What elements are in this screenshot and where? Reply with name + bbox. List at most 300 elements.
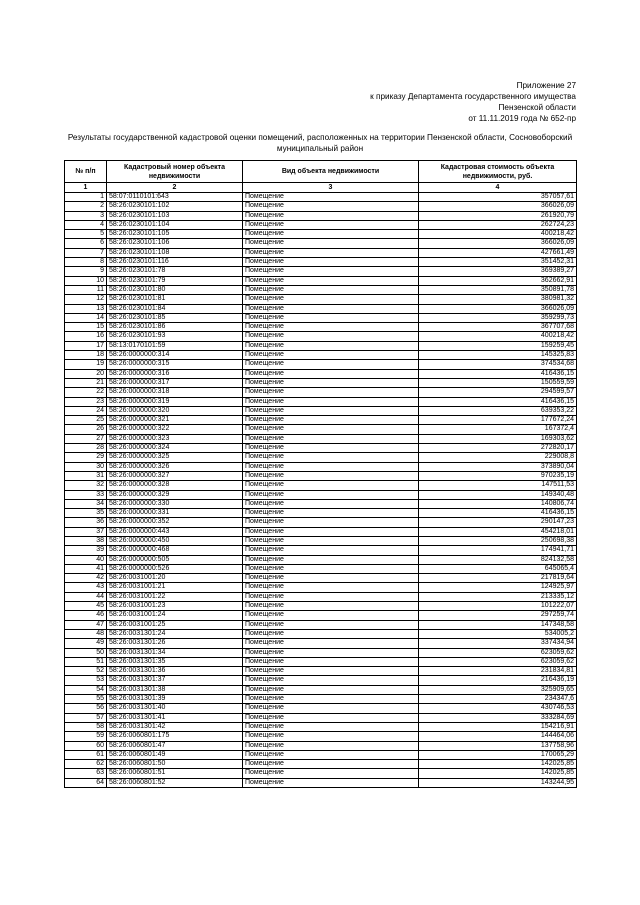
row-index: 23 (65, 397, 107, 406)
object-type: Помещение (243, 211, 419, 220)
row-index: 41 (65, 564, 107, 573)
cadastral-number: 58:26:0000000:327 (107, 471, 243, 480)
row-index: 10 (65, 276, 107, 285)
cadastral-number: 58:26:0031301:40 (107, 704, 243, 713)
cadastral-value: 217819,64 (419, 574, 577, 583)
cadastral-value: 213335,12 (419, 592, 577, 601)
cadastral-number: 58:26:0230101:79 (107, 276, 243, 285)
object-type: Помещение (243, 425, 419, 434)
cadastral-number: 58:26:0000000:315 (107, 360, 243, 369)
table-row (65, 425, 577, 434)
object-type: Помещение (243, 546, 419, 555)
row-index: 58 (65, 722, 107, 731)
header-index: № п/п (65, 161, 107, 183)
cadastral-value: 174941,71 (419, 546, 577, 555)
row-index: 57 (65, 713, 107, 722)
table-row (65, 351, 577, 360)
cadastral-number: 58:26:0031001:25 (107, 620, 243, 629)
row-index: 46 (65, 611, 107, 620)
row-index: 31 (65, 471, 107, 480)
cadastral-number: 58:26:0000000:505 (107, 555, 243, 564)
table-row (65, 704, 577, 713)
cadastral-number: 58:26:0060801:47 (107, 741, 243, 750)
appendix-header (370, 80, 576, 124)
row-index: 38 (65, 536, 107, 545)
cadastral-number: 58:26:0060801:52 (107, 778, 243, 787)
cadastral-value: 137758,96 (419, 741, 577, 750)
object-type: Помещение (243, 239, 419, 248)
table-row (65, 406, 577, 415)
row-index: 59 (65, 732, 107, 741)
cadastral-value: 169303,62 (419, 434, 577, 443)
cadastral-value: 639353,22 (419, 406, 577, 415)
table-row (65, 444, 577, 453)
cadastral-value: 400218,42 (419, 230, 577, 239)
table-row (65, 769, 577, 778)
table-row (65, 341, 577, 350)
row-index: 3 (65, 211, 107, 220)
object-type: Помещение (243, 267, 419, 276)
object-type: Помещение (243, 713, 419, 722)
cadastral-value: 333284,69 (419, 713, 577, 722)
table-row (65, 518, 577, 527)
table-row (65, 462, 577, 471)
object-type: Помещение (243, 304, 419, 313)
cadastral-value: 337434,94 (419, 639, 577, 648)
cadastral-value: 142025,85 (419, 760, 577, 769)
object-type: Помещение (243, 499, 419, 508)
row-index: 18 (65, 351, 107, 360)
row-index: 49 (65, 639, 107, 648)
row-index: 27 (65, 434, 107, 443)
cadastral-number: 58:26:0000000:443 (107, 527, 243, 536)
cadastral-value: 430746,53 (419, 704, 577, 713)
cadastral-value: 416436,15 (419, 509, 577, 518)
cadastral-number: 58:26:0230101:108 (107, 248, 243, 257)
table-row (65, 332, 577, 341)
object-type: Помещение (243, 602, 419, 611)
cadastral-value: 216436,19 (419, 676, 577, 685)
cadastral-value: 234347,6 (419, 695, 577, 704)
object-type: Помещение (243, 248, 419, 257)
cadastral-number: 58:26:0000000:319 (107, 397, 243, 406)
table-row (65, 434, 577, 443)
cadastral-value: 142025,85 (419, 769, 577, 778)
object-type: Помещение (243, 704, 419, 713)
table-row (65, 313, 577, 322)
table-row (65, 220, 577, 229)
cadastral-value: 325909,65 (419, 685, 577, 694)
cadastral-value: 167372,4 (419, 425, 577, 434)
cadastral-value: 101222,07 (419, 602, 577, 611)
valuation-table (64, 160, 577, 788)
row-index: 45 (65, 602, 107, 611)
table-row (65, 657, 577, 666)
object-type: Помещение (243, 323, 419, 332)
row-index: 8 (65, 258, 107, 267)
cadastral-number: 58:26:0000000:329 (107, 490, 243, 499)
cadastral-number: 58:26:0000000:314 (107, 351, 243, 360)
object-type: Помещение (243, 378, 419, 387)
table-row (65, 202, 577, 211)
cadastral-value: 369389,27 (419, 267, 577, 276)
cadastral-number: 58:26:0000000:321 (107, 416, 243, 425)
document-title (64, 133, 576, 154)
object-type: Помещение (243, 555, 419, 564)
row-index: 29 (65, 453, 107, 462)
object-type: Помещение (243, 351, 419, 360)
object-type: Помещение (243, 583, 419, 592)
table-row (65, 527, 577, 536)
object-type: Помещение (243, 629, 419, 638)
table-row (65, 397, 577, 406)
table-row (65, 611, 577, 620)
cadastral-number: 58:26:0031301:38 (107, 685, 243, 694)
row-index: 52 (65, 667, 107, 676)
object-type: Помещение (243, 341, 419, 350)
column-number: 3 (243, 183, 419, 193)
row-index: 43 (65, 583, 107, 592)
cadastral-number: 58:26:0031001:20 (107, 574, 243, 583)
cadastral-value: 143244,95 (419, 778, 577, 787)
cadastral-value: 124925,97 (419, 583, 577, 592)
cadastral-number: 58:26:0230101:102 (107, 202, 243, 211)
row-index: 44 (65, 592, 107, 601)
row-index: 36 (65, 518, 107, 527)
object-type: Помещение (243, 685, 419, 694)
cadastral-number: 58:07:0110101:643 (107, 193, 243, 202)
cadastral-value: 261920,79 (419, 211, 577, 220)
cadastral-number: 58:26:0230101:78 (107, 267, 243, 276)
table-row (65, 360, 577, 369)
cadastral-number: 58:26:0031301:41 (107, 713, 243, 722)
table-row (65, 295, 577, 304)
table-row (65, 193, 577, 202)
cadastral-number: 58:26:0000000:468 (107, 546, 243, 555)
object-type: Помещение (243, 453, 419, 462)
object-type: Помещение (243, 564, 419, 573)
cadastral-value: 159259,45 (419, 341, 577, 350)
object-type: Помещение (243, 732, 419, 741)
object-type: Помещение (243, 295, 419, 304)
cadastral-number: 58:26:0000000:323 (107, 434, 243, 443)
column-number: 4 (419, 183, 577, 193)
row-index: 64 (65, 778, 107, 787)
cadastral-number: 58:26:0000000:328 (107, 481, 243, 490)
cadastral-number: 58:26:0031301:37 (107, 676, 243, 685)
column-number: 2 (107, 183, 243, 193)
object-type: Помещение (243, 397, 419, 406)
object-type: Помещение (243, 360, 419, 369)
row-index: 48 (65, 629, 107, 638)
row-index: 32 (65, 481, 107, 490)
table-row (65, 750, 577, 759)
object-type: Помещение (243, 434, 419, 443)
cadastral-number: 58:26:0031301:42 (107, 722, 243, 731)
header-object-type: Вид объекта недвижимости (243, 161, 419, 183)
cadastral-value: 623059,62 (419, 657, 577, 666)
table-row (65, 760, 577, 769)
object-type: Помещение (243, 471, 419, 480)
row-index: 7 (65, 248, 107, 257)
table-row (65, 555, 577, 564)
cadastral-number: 58:26:0000000:324 (107, 444, 243, 453)
row-index: 34 (65, 499, 107, 508)
row-index: 14 (65, 313, 107, 322)
object-type: Помещение (243, 193, 419, 202)
cadastral-value: 366026,09 (419, 304, 577, 313)
cadastral-number: 58:26:0031301:34 (107, 648, 243, 657)
title-line-2: муниципальный район (276, 143, 364, 153)
row-index: 37 (65, 527, 107, 536)
object-type: Помещение (243, 285, 419, 294)
object-type: Помещение (243, 648, 419, 657)
row-index: 50 (65, 648, 107, 657)
cadastral-number: 58:26:0000000:318 (107, 388, 243, 397)
cadastral-number: 58:26:0230101:116 (107, 258, 243, 267)
cadastral-value: 454218,01 (419, 527, 577, 536)
row-index: 55 (65, 695, 107, 704)
row-index: 9 (65, 267, 107, 276)
cadastral-number: 58:26:0000000:526 (107, 564, 243, 573)
cadastral-value: 262724,23 (419, 220, 577, 229)
cadastral-number: 58:26:0230101:104 (107, 220, 243, 229)
row-index: 2 (65, 202, 107, 211)
row-index: 56 (65, 704, 107, 713)
cadastral-value: 645065,4 (419, 564, 577, 573)
header-cadastral-number: Кадастровый номер объекта недвижимости (107, 161, 243, 183)
row-index: 62 (65, 760, 107, 769)
column-number: 1 (65, 183, 107, 193)
cadastral-number: 58:26:0230101:80 (107, 285, 243, 294)
row-index: 6 (65, 239, 107, 248)
row-index: 25 (65, 416, 107, 425)
table-row (65, 499, 577, 508)
cadastral-value: 140806,74 (419, 499, 577, 508)
cadastral-value: 144464,06 (419, 732, 577, 741)
cadastral-value: 145325,83 (419, 351, 577, 360)
cadastral-number: 58:26:0031001:21 (107, 583, 243, 592)
cadastral-value: 147348,58 (419, 620, 577, 629)
object-type: Помещение (243, 444, 419, 453)
object-type: Помещение (243, 778, 419, 787)
row-index: 35 (65, 509, 107, 518)
table-row (65, 741, 577, 750)
row-index: 39 (65, 546, 107, 555)
cadastral-number: 58:26:0230101:85 (107, 313, 243, 322)
appendix-line: Приложение 27 (516, 81, 576, 90)
cadastral-value: 290147,23 (419, 518, 577, 527)
cadastral-value: 367707,68 (419, 323, 577, 332)
cadastral-number: 58:26:0000000:352 (107, 518, 243, 527)
row-index: 61 (65, 750, 107, 759)
table-row (65, 713, 577, 722)
table-row (65, 592, 577, 601)
row-index: 51 (65, 657, 107, 666)
cadastral-value: 154216,91 (419, 722, 577, 731)
object-type: Помещение (243, 230, 419, 239)
cadastral-value: 824132,58 (419, 555, 577, 564)
row-index: 30 (65, 462, 107, 471)
table-header-row (65, 161, 577, 183)
cadastral-value: 357057,61 (419, 193, 577, 202)
cadastral-number: 58:26:0060801:175 (107, 732, 243, 741)
table-row (65, 276, 577, 285)
cadastral-number: 58:26:0031301:24 (107, 629, 243, 638)
appendix-line: к приказу Департамента государственного имущества (370, 92, 576, 101)
row-index: 5 (65, 230, 107, 239)
table-row (65, 509, 577, 518)
table-row (65, 676, 577, 685)
object-type: Помещение (243, 509, 419, 518)
cadastral-number: 58:26:0060801:49 (107, 750, 243, 759)
cadastral-value: 374534,68 (419, 360, 577, 369)
cadastral-number: 58:26:0031001:24 (107, 611, 243, 620)
row-index: 17 (65, 341, 107, 350)
object-type: Помещение (243, 490, 419, 499)
cadastral-value: 623059,62 (419, 648, 577, 657)
header-cadastral-value: Кадастровая стоимость объекта недвижимости, руб. (419, 161, 577, 183)
table-row (65, 778, 577, 787)
object-type: Помещение (243, 676, 419, 685)
table-row (65, 258, 577, 267)
cadastral-value: 170065,29 (419, 750, 577, 759)
cadastral-value: 229008,8 (419, 453, 577, 462)
cadastral-value: 297259,74 (419, 611, 577, 620)
cadastral-value: 359299,73 (419, 313, 577, 322)
row-index: 26 (65, 425, 107, 434)
table-row (65, 267, 577, 276)
table-row (65, 239, 577, 248)
cadastral-value: 351452,31 (419, 258, 577, 267)
object-type: Помещение (243, 388, 419, 397)
object-type: Помещение (243, 258, 419, 267)
cadastral-value: 366026,09 (419, 202, 577, 211)
cadastral-value: 416436,15 (419, 369, 577, 378)
table-row (65, 639, 577, 648)
table-row (65, 667, 577, 676)
object-type: Помещение (243, 276, 419, 285)
object-type: Помещение (243, 462, 419, 471)
cadastral-number: 58:26:0000000:322 (107, 425, 243, 434)
table-row (65, 583, 577, 592)
row-index: 28 (65, 444, 107, 453)
table-column-number-row (65, 183, 577, 193)
object-type: Помещение (243, 657, 419, 666)
cadastral-value: 150559,59 (419, 378, 577, 387)
row-index: 15 (65, 323, 107, 332)
cadastral-value: 400218,42 (419, 332, 577, 341)
cadastral-number: 58:26:0031301:36 (107, 667, 243, 676)
cadastral-value: 294599,57 (419, 388, 577, 397)
table-row (65, 248, 577, 257)
object-type: Помещение (243, 769, 419, 778)
table-row (65, 620, 577, 629)
cadastral-number: 58:26:0230101:86 (107, 323, 243, 332)
table-row (65, 722, 577, 731)
object-type: Помещение (243, 518, 419, 527)
cadastral-number: 58:26:0000000:450 (107, 536, 243, 545)
cadastral-number: 58:26:0060801:51 (107, 769, 243, 778)
row-index: 16 (65, 332, 107, 341)
cadastral-value: 366026,09 (419, 239, 577, 248)
table-row (65, 453, 577, 462)
cadastral-number: 58:26:0000000:330 (107, 499, 243, 508)
cadastral-number: 58:26:0000000:320 (107, 406, 243, 415)
table-row (65, 230, 577, 239)
cadastral-value: 231834,81 (419, 667, 577, 676)
cadastral-number: 58:26:0230101:103 (107, 211, 243, 220)
cadastral-number: 58:26:0230101:93 (107, 332, 243, 341)
table-row (65, 648, 577, 657)
row-index: 54 (65, 685, 107, 694)
cadastral-number: 58:13:0170101:59 (107, 341, 243, 350)
cadastral-value: 350891,78 (419, 285, 577, 294)
table-row (65, 304, 577, 313)
table-row (65, 471, 577, 480)
object-type: Помещение (243, 574, 419, 583)
cadastral-number: 58:26:0000000:326 (107, 462, 243, 471)
table-row (65, 546, 577, 555)
object-type: Помещение (243, 592, 419, 601)
row-index: 60 (65, 741, 107, 750)
cadastral-value: 416436,15 (419, 397, 577, 406)
cadastral-value: 149340,48 (419, 490, 577, 499)
object-type: Помещение (243, 202, 419, 211)
object-type: Помещение (243, 750, 419, 759)
row-index: 12 (65, 295, 107, 304)
cadastral-number: 58:26:0031001:22 (107, 592, 243, 601)
table-row (65, 574, 577, 583)
row-index: 47 (65, 620, 107, 629)
table-row (65, 685, 577, 694)
object-type: Помещение (243, 639, 419, 648)
table-row (65, 732, 577, 741)
cadastral-number: 58:26:0031301:26 (107, 639, 243, 648)
cadastral-number: 58:26:0000000:317 (107, 378, 243, 387)
object-type: Помещение (243, 332, 419, 341)
row-index: 1 (65, 193, 107, 202)
cadastral-number: 58:26:0000000:316 (107, 369, 243, 378)
object-type: Помещение (243, 416, 419, 425)
cadastral-number: 58:26:0000000:331 (107, 509, 243, 518)
table-row (65, 369, 577, 378)
object-type: Помещение (243, 313, 419, 322)
object-type: Помещение (243, 741, 419, 750)
table-row (65, 481, 577, 490)
row-index: 53 (65, 676, 107, 685)
cadastral-value: 427661,49 (419, 248, 577, 257)
table-row (65, 629, 577, 638)
object-type: Помещение (243, 536, 419, 545)
object-type: Помещение (243, 481, 419, 490)
table-row (65, 323, 577, 332)
row-index: 33 (65, 490, 107, 499)
cadastral-number: 58:26:0000000:325 (107, 453, 243, 462)
table-row (65, 211, 577, 220)
cadastral-number: 58:26:0230101:106 (107, 239, 243, 248)
row-index: 19 (65, 360, 107, 369)
table-row (65, 416, 577, 425)
row-index: 4 (65, 220, 107, 229)
cadastral-number: 58:26:0060801:50 (107, 760, 243, 769)
cadastral-value: 272820,17 (419, 444, 577, 453)
table-row (65, 285, 577, 294)
row-index: 11 (65, 285, 107, 294)
cadastral-number: 58:26:0230101:84 (107, 304, 243, 313)
object-type: Помещение (243, 611, 419, 620)
row-index: 42 (65, 574, 107, 583)
